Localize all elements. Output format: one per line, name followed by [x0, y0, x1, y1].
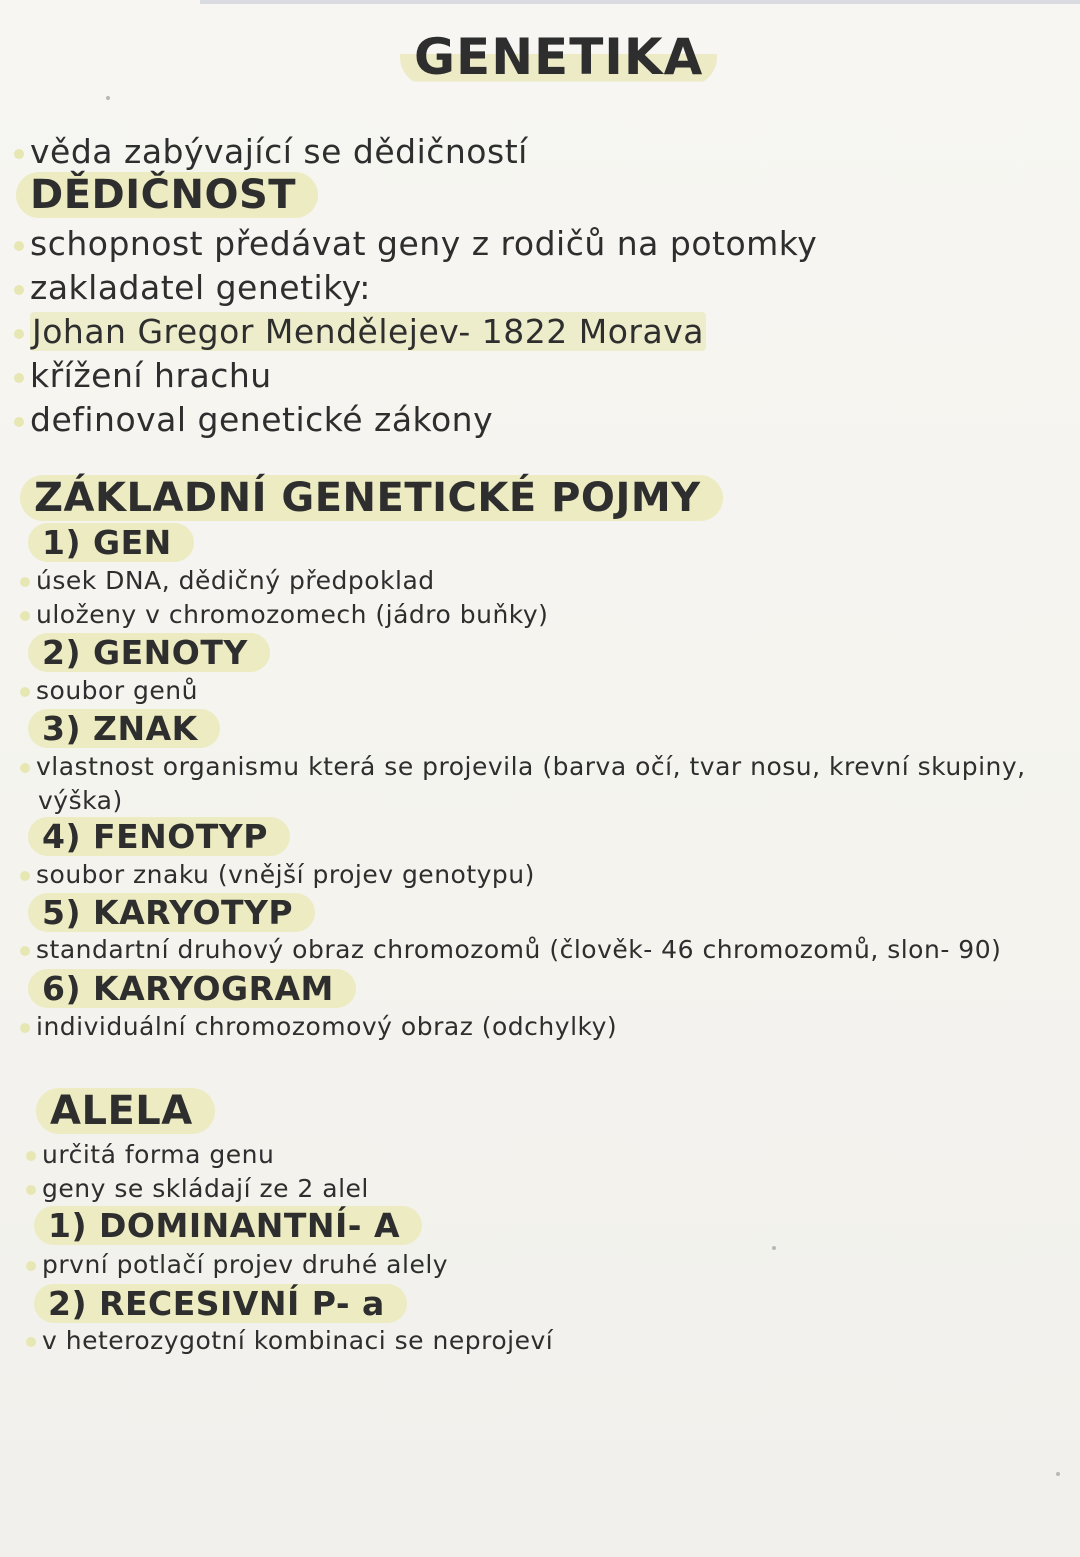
bullet-icon [14, 149, 24, 159]
allele-line: určitá forma genu [26, 1140, 274, 1169]
term-line: úsek DNA, dědičný předpoklad [20, 566, 435, 595]
allele-type-line: v heterozygotní kombinaci se neprojeví [26, 1326, 553, 1355]
bullet-icon [20, 871, 30, 881]
bullet-icon [20, 763, 30, 773]
bullet-icon [14, 285, 24, 295]
bullet-icon [14, 241, 24, 251]
term-heading: 6) KARYOGRAM [28, 969, 356, 1008]
term-line: uloženy v chromozomech (jádro buňky) [20, 600, 548, 629]
paper-speck [106, 96, 110, 100]
allele-type-heading: 1) DOMINANTNÍ- A [34, 1206, 422, 1245]
bullet-icon [20, 1023, 30, 1033]
intro-line: definoval genetické zákony [14, 400, 493, 439]
bullet-icon [26, 1337, 36, 1347]
heading-dedicnost: DĚDIČNOST [16, 172, 318, 218]
term-heading: 3) ZNAK [28, 709, 220, 748]
allele-line: geny se skládají ze 2 alel [26, 1174, 369, 1203]
bullet-icon [14, 329, 24, 339]
page-top-edge [200, 0, 1080, 4]
bullet-icon [20, 687, 30, 697]
intro-line: Johan Gregor Mendělejev- 1822 Morava [14, 312, 706, 351]
term-line: soubor znaku (vnější projev genotypu) [20, 860, 535, 889]
intro-line: zakladatel genetiky: [14, 268, 371, 307]
term-line: výška) [38, 786, 123, 815]
definition-line: věda zabývající se dědičností [14, 132, 528, 171]
bullet-icon [26, 1185, 36, 1195]
allele-type-heading: 2) RECESIVNÍ P- a [34, 1284, 407, 1323]
bullet-icon [26, 1151, 36, 1161]
term-line: individuální chromozomový obraz (odchylky) [20, 1012, 617, 1041]
heading-alela: ALELA [36, 1088, 215, 1134]
bullet-icon [14, 417, 24, 427]
term-line: standartní druhový obraz chromozomů (člověk- 46 chromozomů, slon- 90) [20, 935, 1001, 964]
term-heading: 4) FENOTYP [28, 817, 290, 856]
intro-line: schopnost předávat geny z rodičů na potomky [14, 224, 817, 263]
term-heading: 2) GENOTY [28, 633, 270, 672]
term-heading: 5) KARYOTYP [28, 893, 315, 932]
page-title: GENETIKA [400, 28, 717, 86]
term-heading: 1) GEN [28, 523, 194, 562]
bullet-icon [14, 373, 24, 383]
bullet-icon [20, 946, 30, 956]
paper-speck [772, 1246, 776, 1250]
heading-basic-terms: ZÁKLADNÍ GENETICKÉ POJMY [20, 475, 723, 521]
allele-type-line: první potlačí projev druhé alely [26, 1250, 448, 1279]
term-line: vlastnost organismu která se projevila (barva očí, tvar nosu, krevní skupiny, [20, 752, 1026, 781]
term-line: soubor genů [20, 676, 198, 705]
bullet-icon [26, 1261, 36, 1271]
bullet-icon [20, 611, 30, 621]
intro-line: křížení hrachu [14, 356, 272, 395]
paper-speck [1056, 1472, 1060, 1476]
bullet-icon [20, 577, 30, 587]
